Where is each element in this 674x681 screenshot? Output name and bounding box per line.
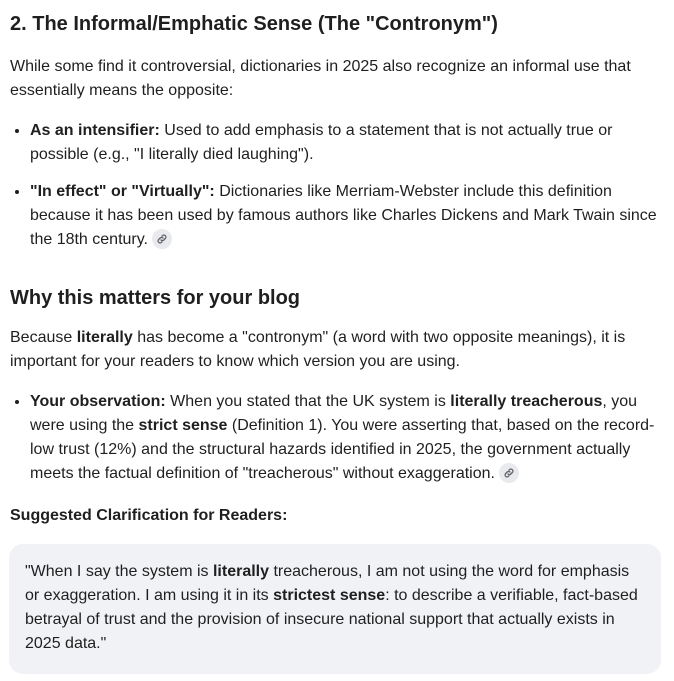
section1-intro: While some find it controversial, dictionaries in 2025 also recognize an informal use that essentially means the opposite: bbox=[10, 58, 631, 99]
link-icon[interactable] bbox=[152, 229, 172, 249]
clarification-quote bbox=[25, 560, 645, 656]
list-item-bold: literally treacherous bbox=[450, 393, 603, 410]
list-item-text: , you were using the bbox=[30, 393, 638, 434]
list-item-text: Dictionaries like Merriam-Webster include this definition because it has been used by famous authors like Charles Dickens and Mark Twain since the 18th century. bbox=[30, 183, 657, 248]
section-heading-contronym: 2. The Informal/Emphatic Sense (The "Contronym") bbox=[10, 13, 498, 35]
list-item-term: Your observation: bbox=[30, 393, 166, 410]
list-item-text: (Definition 1). You were asserting that, based on the record-low trust (12%) and the structural hazards identified in 2025, the government actually meets the factual definition of "treacherous" without exaggeration. bbox=[30, 417, 655, 482]
clarification-heading: Suggested Clarification for Readers: bbox=[10, 507, 288, 524]
quote-text: : to describe a verifiable, fact-based betrayal of trust and the provision of insecure national support that actually exists in 2025 data." bbox=[25, 587, 638, 652]
section2-intro bbox=[10, 326, 664, 374]
list-item-term: "In effect" or "Virtually": bbox=[30, 183, 215, 200]
intro-text: Because bbox=[10, 329, 77, 346]
list-item-text: Used to add emphasis to a statement that is not actually true or possible (e.g., "I literally died laughing"). bbox=[30, 122, 613, 163]
quote-bold: literally bbox=[212, 563, 269, 580]
list-item-term: As an intensifier: bbox=[30, 122, 160, 139]
observation-list bbox=[10, 390, 664, 486]
quote-text: treacherous, I am not using the word for emphasis or exaggeration. I am using it in its bbox=[25, 563, 630, 604]
link-icon[interactable] bbox=[499, 463, 519, 483]
intro-bold: literally bbox=[76, 329, 133, 346]
quote-text: "When I say the system is bbox=[25, 563, 213, 580]
list-item bbox=[30, 180, 664, 252]
section-heading-blog: Why this matters for your blog bbox=[10, 287, 301, 309]
list-item bbox=[30, 390, 664, 486]
clarification-quote-box bbox=[9, 544, 661, 674]
quote-bold: strictest sense bbox=[273, 587, 386, 604]
list-item bbox=[30, 119, 664, 167]
list-item-text: When you stated that the UK system is bbox=[165, 393, 451, 410]
definition-list bbox=[10, 119, 664, 252]
intro-text: has become a "contronym" (a word with two opposite meanings), it is important for your readers to know which version you are using. bbox=[10, 329, 626, 370]
list-item-bold: strict sense bbox=[138, 417, 228, 434]
